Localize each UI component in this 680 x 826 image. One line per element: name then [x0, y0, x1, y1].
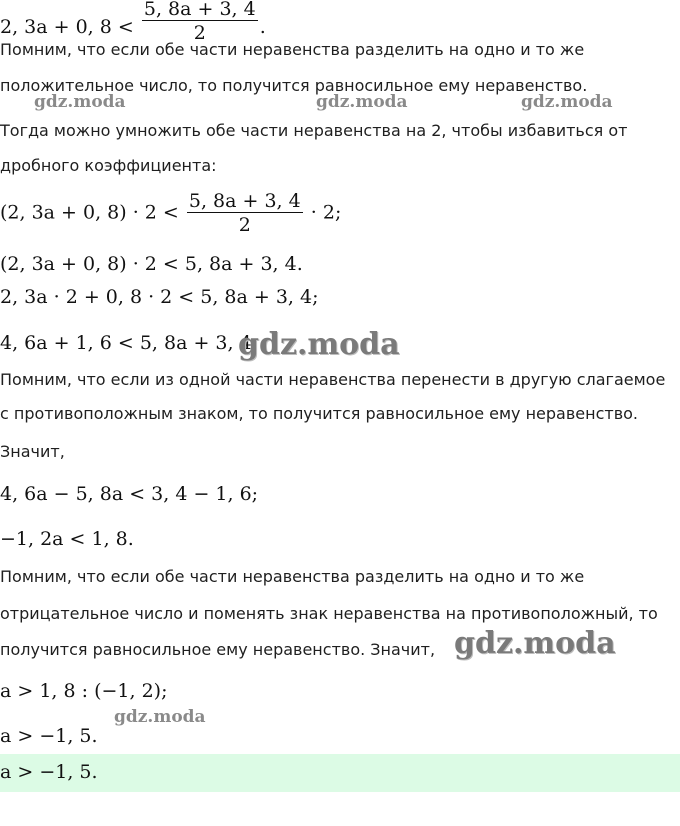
- watermark-5: gdz.moda: [454, 626, 616, 661]
- watermark-1: gdz.moda: [34, 92, 126, 112]
- formula-line-7: −1, 2a < 1, 8.: [0, 528, 134, 550]
- fraction-denominator: 2: [238, 214, 251, 236]
- formula-line-5: 4, 6a + 1, 6 < 5, 8a + 3, 4.: [0, 332, 258, 354]
- answer-box: [0, 754, 680, 792]
- formula-line-4: 2, 3a · 2 + 0, 8 · 2 < 5, 8a + 3, 4;: [0, 286, 319, 308]
- fraction: [187, 190, 303, 237]
- text-line-2: положительное число, то получится равносильное ему неравенство.: [0, 76, 588, 95]
- fraction-denominator: 2: [193, 22, 206, 44]
- text-line-8: Помним, что если обе части неравенства разделить на одно и то же: [0, 567, 585, 586]
- text-line-9: отрицательное число и поменять знак неравенства на противоположный, то: [0, 604, 658, 623]
- watermark-2: gdz.moda: [316, 92, 408, 112]
- text-line-7: Значит,: [0, 442, 65, 461]
- formula-line-1: [0, 0, 266, 44]
- formula-lhs: 2, 3a + 0, 8 <: [0, 16, 134, 38]
- text-line-3: Тогда можно умножить обе части неравенства на 2, чтобы избавиться от: [0, 121, 628, 140]
- answer-formula: a > −1, 5.: [0, 761, 98, 783]
- watermark-6: gdz.moda: [114, 707, 206, 727]
- formula-line-2: [0, 190, 341, 237]
- fraction-numerator: 5, 8a + 3, 4: [143, 0, 256, 20]
- text-line-4: дробного коэффициента:: [0, 156, 217, 175]
- text-line-10: получится равносильное ему неравенство. Значит,: [0, 640, 436, 659]
- formula-line-3: (2, 3a + 0, 8) · 2 < 5, 8a + 3, 4.: [0, 253, 303, 275]
- fraction: [142, 0, 258, 44]
- formula-line-9: a > −1, 5.: [0, 725, 98, 747]
- fraction-numerator: 5, 8a + 3, 4: [188, 190, 301, 212]
- text-line-1: Помним, что если обе части неравенства разделить на одно и то же: [0, 40, 585, 59]
- formula-line-8: a > 1, 8 : (−1, 2);: [0, 680, 168, 702]
- watermark-3: gdz.moda: [521, 92, 613, 112]
- formula-end: .: [259, 16, 266, 38]
- text-line-5: Помним, что если из одной части неравенства перенести в другую слагаемое: [0, 370, 666, 389]
- text-line-6: с противоположным знаком, то получится равносильное ему неравенство.: [0, 404, 639, 423]
- formula-lhs: (2, 3a + 0, 8) · 2 <: [0, 201, 179, 224]
- formula-line-6: 4, 6a − 5, 8a < 3, 4 − 1, 6;: [0, 483, 259, 505]
- formula-end: · 2;: [310, 201, 342, 224]
- watermark-4: gdz.moda: [238, 327, 400, 362]
